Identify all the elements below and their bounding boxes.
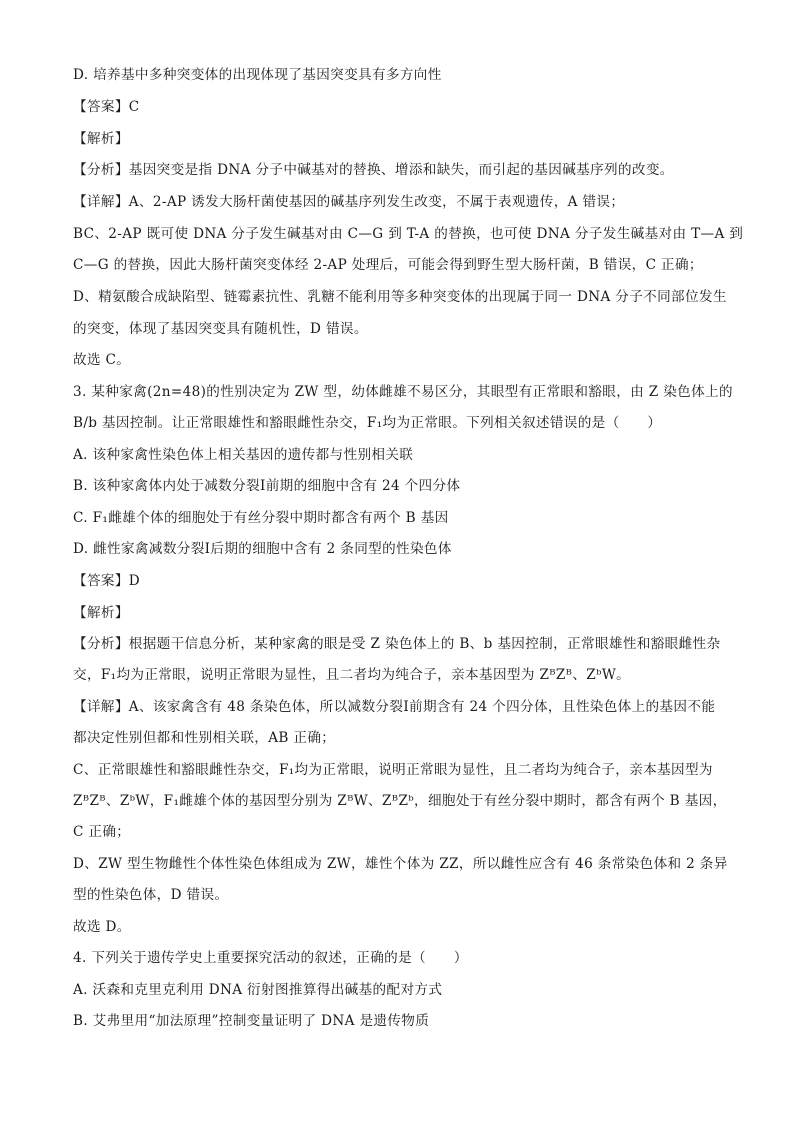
detail-text-q2-bc2: C—G 的替换，因此大肠杆菌突变体经 2-AP 处理后，可能会得到野生型大肠杆菌，B 错误，C 正确； bbox=[73, 257, 703, 273]
analysis-text-q3-2: 交，F₁均为正常眼，说明正常眼为显性，且二者均为纯合子，亲本基因型为 ZᴮZᴮ、ZᵇW。 bbox=[73, 667, 631, 683]
conclusion-q3: 故选 D。 bbox=[73, 919, 131, 935]
analysis-text-q2: 【分析】基因突变是指 DNA 分子中碱基对的替换、增添和缺失，而引起的基因碱基序列的改变。 bbox=[73, 162, 674, 178]
detail-text-q2-d2: 的突变，体现了基因突变具有随机性，D 错误。 bbox=[73, 321, 368, 337]
question-4-stem: 4. 下列关于遗传学史上重要探究活动的叙述，正确的是（ ） bbox=[73, 950, 468, 966]
option-d-q2: D. 培养基中多种突变体的出现体现了基因突变具有多方向性 bbox=[73, 67, 442, 83]
detail-text-q2-a: 【详解】A、2-AP 诱发大肠杆菌使基因的碱基序列发生改变，不属于表观遗传，A 错误； bbox=[73, 194, 625, 210]
option-b-q3: B. 该种家禽体内处于减数分裂Ⅰ前期的细胞中含有 24 个四分体 bbox=[73, 478, 461, 494]
detail-text-q3-a2: 都决定性别但都和性别相关联，AB 正确； bbox=[73, 730, 336, 746]
option-a-q4: A. 沃森和克里克利用 DNA 衍射图推算得出碱基的配对方式 bbox=[73, 982, 443, 998]
conclusion-q2: 故选 C。 bbox=[73, 352, 131, 368]
detail-text-q3-c2: ZᴮZᴮ、ZᵇW，F₁雌雄个体的基因型分别为 ZᴮW、ZᴮZᵇ，细胞处于有丝分裂中期时，都含有两个 B 基因， bbox=[73, 793, 727, 809]
option-c-q3: C. F₁雌雄个体的细胞处于有丝分裂中期时都含有两个 B 基因 bbox=[73, 510, 449, 526]
detail-text-q2-bc1: BC、2-AP 既可使 DNA 分子发生碱基对由 C—G 到 T-A 的替换，也可使 DNA 分子发生碱基对由 T—A 到 bbox=[73, 226, 744, 242]
option-b-q4: B. 艾弗里用“加法原理”控制变量证明了 DNA 是遗传物质 bbox=[73, 1013, 430, 1029]
answer-label-q3: 【答案】D bbox=[73, 573, 141, 589]
detail-text-q3-d1: D、ZW 型生物雌性个体性染色体组成为 ZW，雄性个体为 ZZ，所以雌性应含有 46 条常染色体和 2 条异 bbox=[73, 856, 728, 872]
option-a-q3: A. 该种家禽性染色体上相关基因的遗传都与性别相关联 bbox=[73, 447, 414, 463]
detail-text-q3-c3: C 正确； bbox=[73, 824, 131, 840]
detail-text-q2-d1: D、精氨酸合成缺陷型、链霉素抗性、乳糖不能利用等多种突变体的出现属于同一 DNA 分子不同部位发生 bbox=[73, 289, 727, 305]
analysis-label-q2: 【解析】 bbox=[73, 131, 129, 147]
question-3-stem-2: B/b 基因控制。让正常眼雄性和豁眼雌性杂交，F₁均为正常眼。下列相关叙述错误的是（ ） bbox=[73, 415, 662, 431]
detail-text-q3-a1: 【详解】A、该家禽含有 48 条染色体，所以减数分裂Ⅰ前期含有 24 个四分体，且性染色体上的基因不能 bbox=[73, 699, 716, 715]
question-3-stem-1: 3. 某种家禽(2n=48)的性别决定为 ZW 型，幼体雌雄不易区分，其眼型有正常眼和豁眼，由 Z 染色体上的 bbox=[73, 384, 733, 400]
detail-text-q3-c1: C、正常眼雄性和豁眼雌性杂交，F₁均为正常眼，说明正常眼为显性，且二者均为纯合子，亲本基因型为 bbox=[73, 762, 713, 778]
analysis-text-q3-1: 【分析】根据题干信息分析，某种家禽的眼是受 Z 染色体上的 B、b 基因控制，正常眼雄性和豁眼雌性杂 bbox=[73, 636, 721, 652]
answer-label-q2: 【答案】C bbox=[73, 99, 140, 115]
option-d-q3: D. 雌性家禽减数分裂Ⅰ后期的细胞中含有 2 条同型的性染色体 bbox=[73, 541, 452, 557]
detail-text-q3-d2: 型的性染色体，D 错误。 bbox=[73, 887, 229, 903]
analysis-label-q3: 【解析】 bbox=[73, 605, 129, 621]
